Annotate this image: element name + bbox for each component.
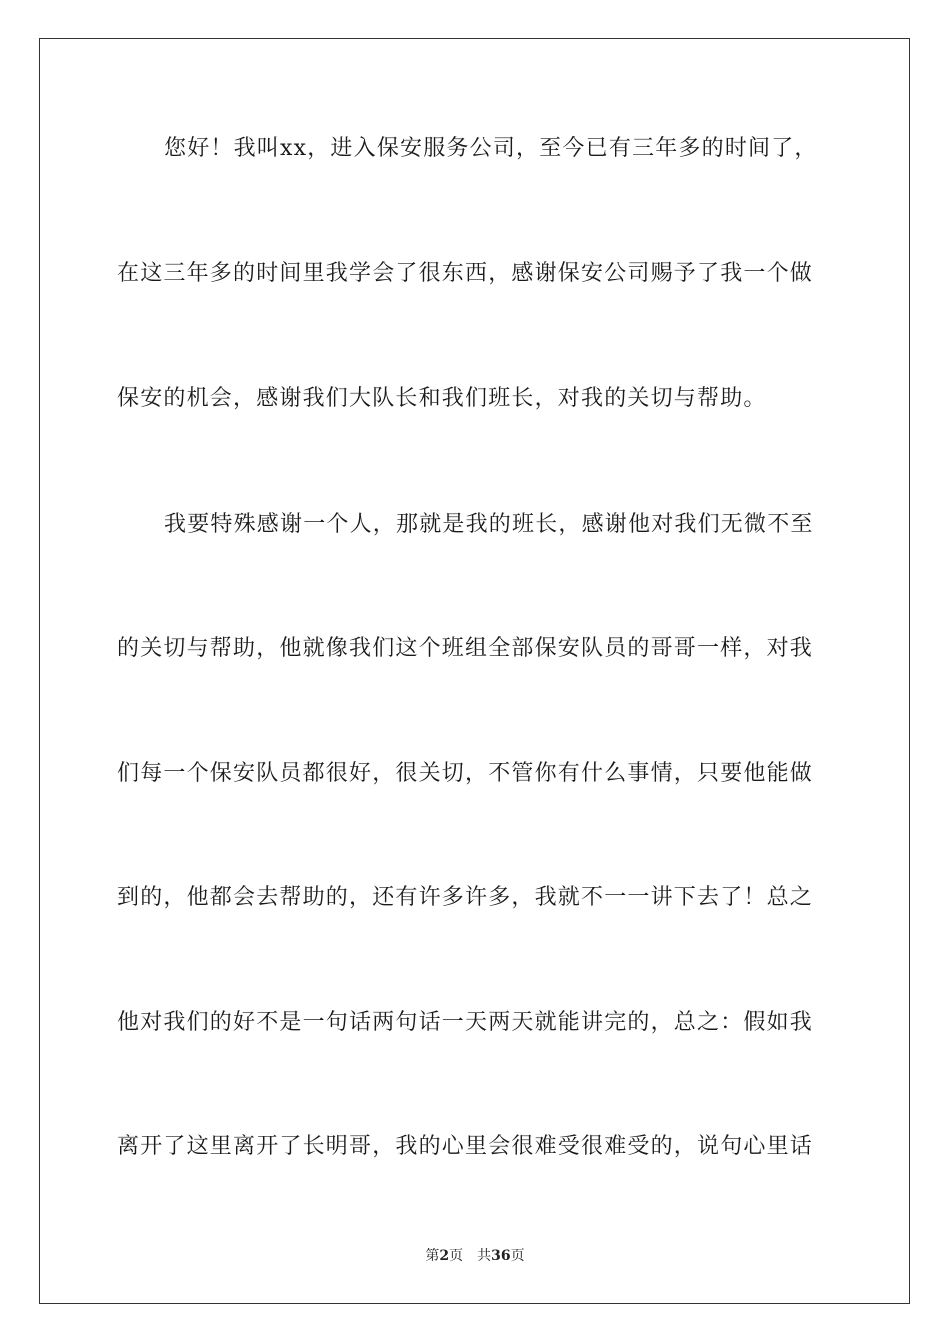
page-suffix: 页	[449, 1248, 464, 1264]
body-line-8: 他对我们的好不是一句话两句话一天两天就能讲完的，总之：假如我	[117, 1010, 814, 1035]
body-line-2: 在这三年多的时间里我学会了很东西，感谢保安公司赐予了我一个做	[117, 261, 814, 286]
body-line-9: 离开了这里离开了长明哥，我的心里会很难受很难受的，说句心里话	[117, 1134, 814, 1159]
body-line-3: 保安的机会，感谢我们大队长和我们班长，对我的关切与帮助。	[117, 386, 767, 411]
total-suffix: 页	[510, 1248, 525, 1264]
body-line-4: 我要特殊感谢一个人，那就是我的班长，感谢他对我们无微不至	[164, 512, 814, 537]
total-prefix: 共	[477, 1248, 492, 1264]
total-pages: 36	[491, 1248, 511, 1264]
page-footer	[0, 1247, 950, 1265]
body-line-1: 您好！我叫xx，进入保安服务公司，至今已有三年多的时间了，	[164, 136, 818, 161]
page-border	[39, 38, 910, 1304]
body-line-7: 到的，他都会去帮助的，还有许多许多，我就不一一讲下去了！总之	[117, 885, 814, 910]
body-line-6: 们每一个保安队员都很好，很关切，不管你有什么事情，只要他能做	[117, 761, 814, 786]
body-line-5: 的关切与帮助，他就像我们这个班组全部保安队员的哥哥一样，对我	[117, 636, 814, 661]
page-prefix: 第	[425, 1248, 440, 1264]
page-number: 2	[439, 1248, 450, 1264]
